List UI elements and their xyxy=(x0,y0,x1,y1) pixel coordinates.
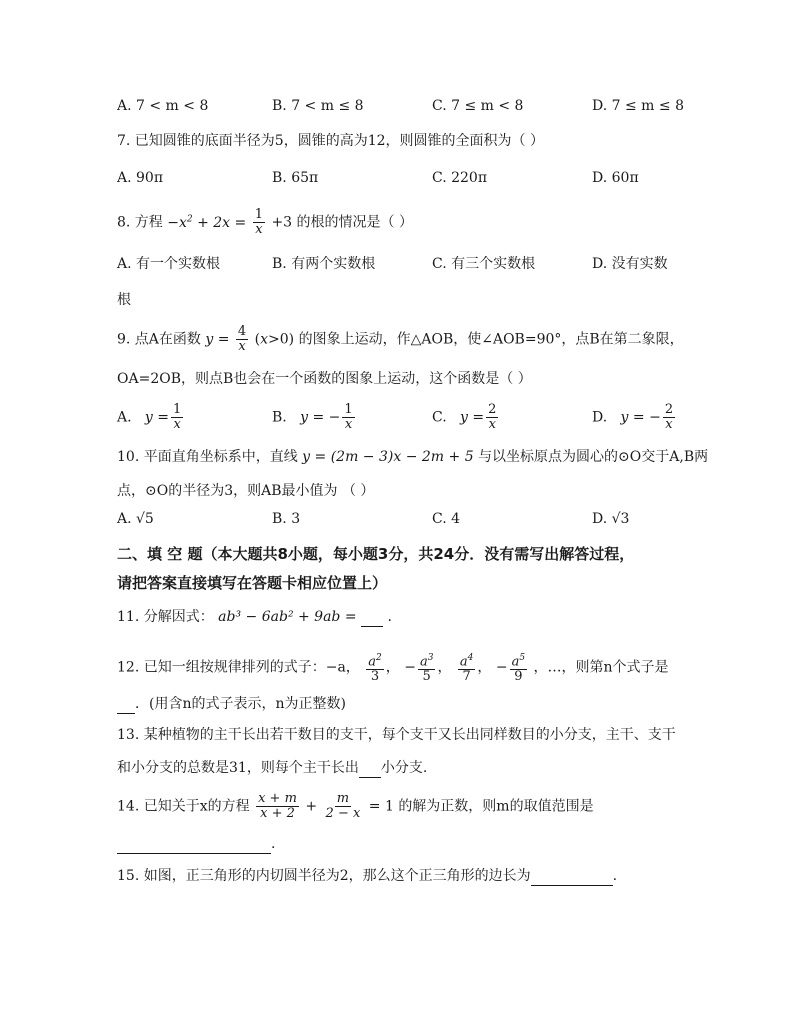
q11-expression: ab³ − 6ab² + 9ab = xyxy=(218,609,357,625)
q11-prefix: 11. 分解因式： xyxy=(117,609,214,625)
q9-domain: (x>0) xyxy=(254,331,295,348)
q6-option-c: C. 7 ≤ m < 8 xyxy=(432,98,524,114)
q15: 15. 如图，正三角形的内切圆半径为2，那么这个正三角形的边长为 . xyxy=(117,868,618,884)
q14-prefix: 14. 已知关于x的方程 xyxy=(117,798,250,815)
q14-line-2: . xyxy=(117,834,275,854)
q9-fraction: $\frac{4}{x}$ xyxy=(237,324,247,354)
q12-answer-blank xyxy=(117,713,135,714)
q9-option-c: C. y = $\frac{2}{x}$ xyxy=(432,402,497,432)
q12-line-1: 12. 已知一组按规律排列的式子：−a， $\frac{a^2}{3}$ ， − $\frac{a^3}{5}$ ， $\frac{a^4}{7}$ ， − $\frac{a^5}{9}$ ，…，则第n个式子是 xyxy=(117,653,669,685)
q11 xyxy=(117,607,392,627)
q14-answer-blank xyxy=(117,853,271,854)
section-2-heading-line-2: 请把答案直接填写在答题卡相应位置上） xyxy=(117,574,388,592)
q8-fraction: $\frac{1}{x}$ xyxy=(254,207,263,237)
q8-option-b: B. 有两个实数根 xyxy=(272,256,376,272)
q10-line1-suffix: 与以坐标原点为圆心的⊙O交于A,B两 xyxy=(478,449,709,465)
q10-line-equation: y = (2m − 3)x − 2m + 5 xyxy=(302,449,474,465)
q13-answer-blank xyxy=(359,777,381,778)
q10-option-a: A. √5 xyxy=(117,511,154,527)
q6-option-d: D. 7 ≤ m ≤ 8 xyxy=(592,98,684,114)
q10-option-d: D. √3 xyxy=(592,511,630,527)
q15-answer-blank xyxy=(531,885,613,886)
q14-line-1: 14. 已知关于x的方程 $\frac{x + m}{x + 2}$ + $\frac{m}{2 - x}$ = 1 的解为正数，则m的取值范围是 xyxy=(117,791,594,821)
q10-option-b: B. 3 xyxy=(272,511,301,527)
q7-option-a: A. 90π xyxy=(117,170,164,186)
q8-stem-prefix: 8. 方程 xyxy=(117,214,163,231)
q8-option-d: D. 没有实数 xyxy=(592,256,668,272)
q10-line1-prefix: 10. 平面直角坐标系中，直线 xyxy=(117,449,298,465)
q8-equation-right: +3 xyxy=(271,214,293,231)
section-2-heading-line-1: 二、填 空 题（本大题共8小题，每小题3分，共24分．没有需写出解答过程， xyxy=(117,545,635,563)
q7-option-b: B. 65π xyxy=(272,170,319,186)
q6-option-b: B. 7 < m ≤ 8 xyxy=(272,98,364,114)
q7-stem: 7. 已知圆锥的底面半径为5，圆锥的高为12，则圆锥的全面积为（ ） xyxy=(117,133,544,149)
q12-prefix: 12. 已知一组按规律排列的式子：−a， xyxy=(117,659,360,676)
q9-option-a: A. y = $\frac{1}{x}$ xyxy=(117,402,182,432)
q9-line-1 xyxy=(117,325,684,354)
q9-line1-prefix: 9. 点A在函数 xyxy=(117,331,201,348)
q13-line-2: 和小分支的总数是31，则每个主干长出 小分支. xyxy=(117,760,428,776)
q9-option-d: D. y = − $\frac{2}{x}$ xyxy=(592,402,674,432)
q7-option-c: C. 220π xyxy=(432,170,488,186)
q8-option-d-wrap: 根 xyxy=(117,292,131,308)
q8-equation-left: $-x^2 + 2x$ = xyxy=(167,213,247,231)
q8-option-c: C. 有三个实数根 xyxy=(432,256,536,272)
q9-option-b: B. y = − $\frac{1}{x}$ xyxy=(272,402,353,432)
q10-line-2: 点，⊙O的半径为3，则AB最小值为 （ ） xyxy=(117,483,375,499)
q9-line1-suffix: 的图象上运动，作△AOB，使∠AOB=90°，点B在第二象限， xyxy=(298,331,684,348)
q10-option-c: C. 4 xyxy=(432,511,461,527)
q8-stem-suffix: 的根的情况是（ ） xyxy=(296,214,413,231)
q11-suffix: . xyxy=(387,609,392,625)
q13-line-1: 13. 某种植物的主干长出若干数目的支干，每个支干又长出同样数目的小分支，主干、支干 xyxy=(117,727,676,743)
q9-function: y = xyxy=(205,331,230,348)
q7-option-d: D. 60π xyxy=(592,170,639,186)
q9-line-2: OA=2OB，则点B也会在一个函数的图象上运动，这个函数是（ ） xyxy=(117,371,532,387)
q12-line-2: ．(用含n的式子表示，n为正整数) xyxy=(117,694,346,714)
q14-suffix: 的解为正数，则m的取值范围是 xyxy=(398,798,594,815)
q6-option-a: A. 7 < m < 8 xyxy=(117,98,209,114)
q11-answer-blank xyxy=(361,626,383,627)
q8-stem xyxy=(117,208,413,237)
q10-line-1 xyxy=(117,447,708,467)
q8-option-a: A. 有一个实数根 xyxy=(117,256,221,272)
q12-suffix: ，…，则第n个式子是 xyxy=(533,659,669,676)
